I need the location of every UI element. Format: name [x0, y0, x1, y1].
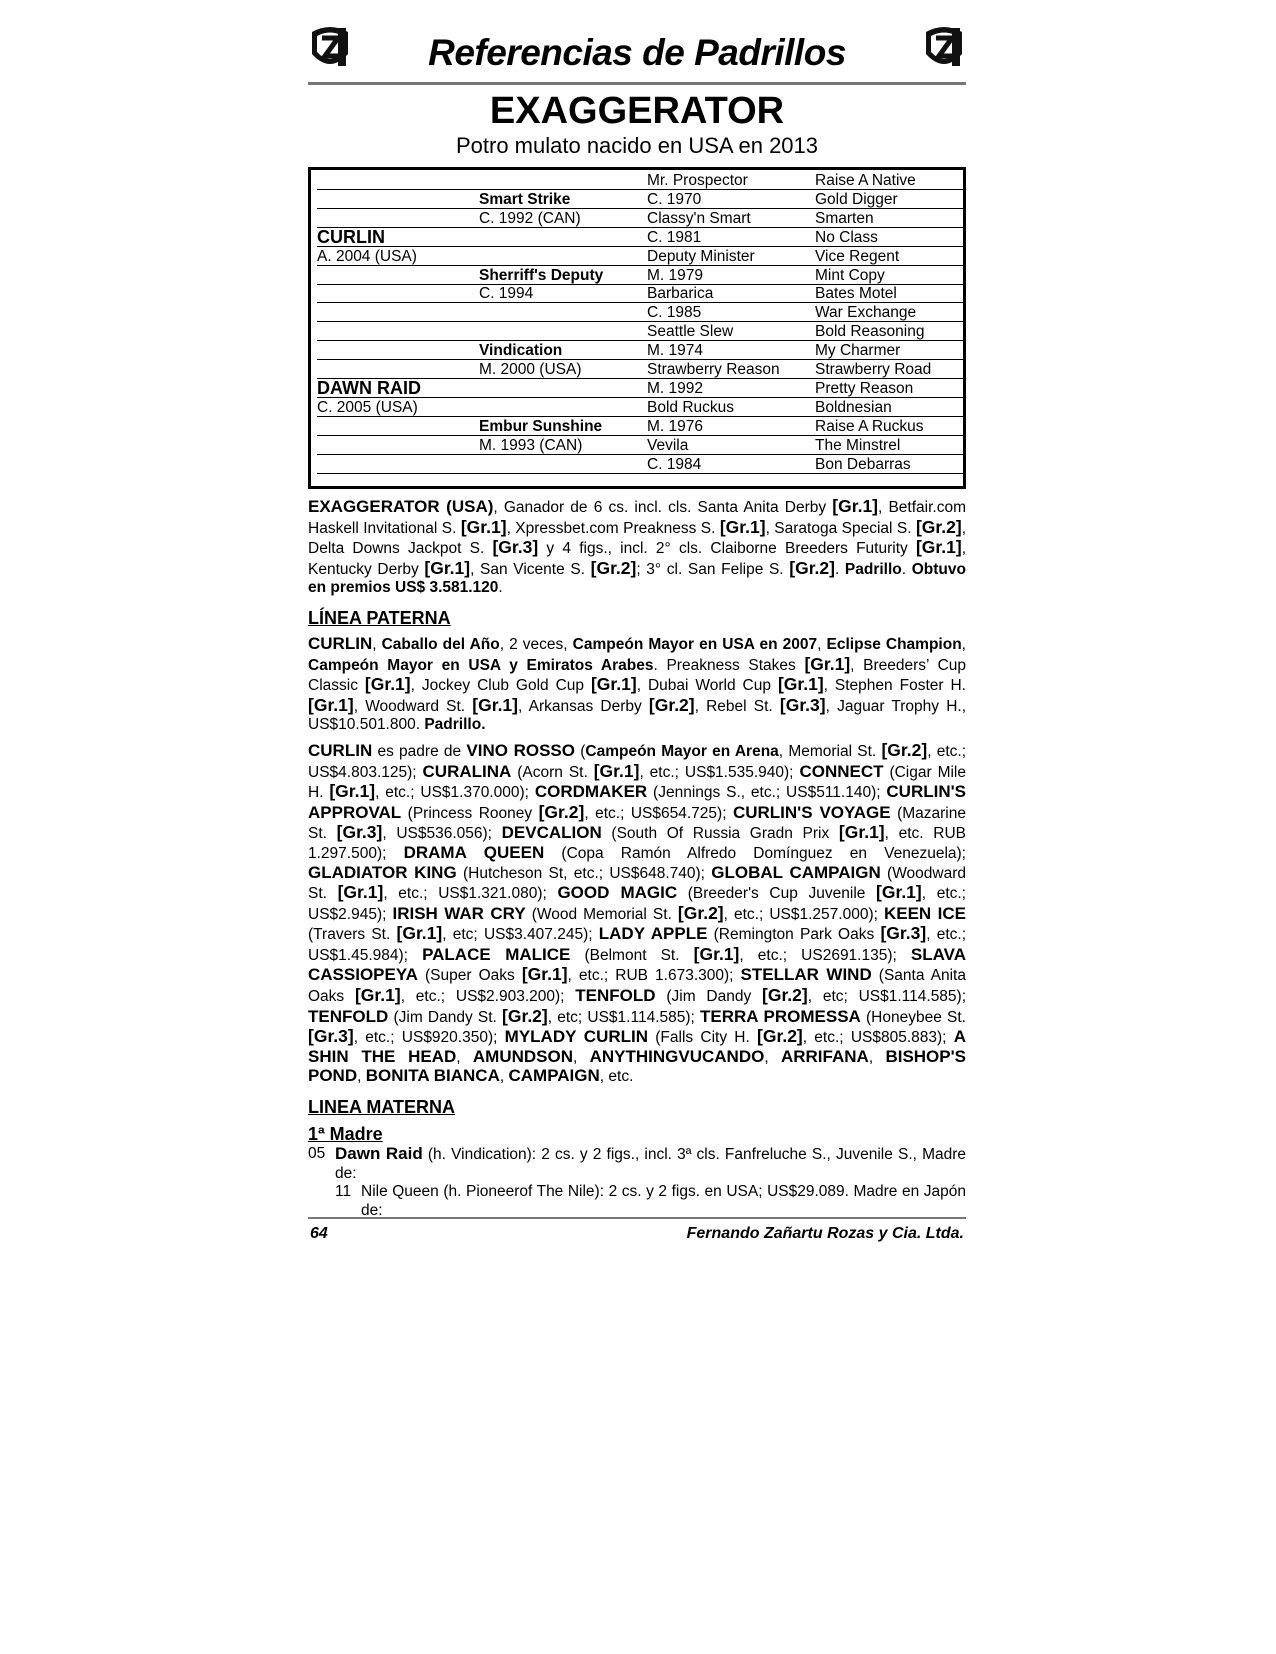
- pedigree-cell: Deputy Minister: [647, 247, 755, 265]
- text: , Woodward St.: [353, 697, 473, 715]
- pedigree-cell: Vice Regent: [815, 247, 900, 265]
- grade: [Gr.1]: [364, 674, 411, 695]
- text: (Super Oaks: [417, 967, 522, 985]
- grade: [Gr.1]: [396, 923, 443, 944]
- pedigree-row: [317, 436, 963, 455]
- pedigree-cell: My Charmer: [815, 342, 901, 360]
- text-bold: Padrillo.: [424, 716, 486, 734]
- text-bold: Padrillo: [844, 560, 902, 578]
- horse-subtitle: Potro mulato nacido en USA en 2013: [455, 133, 819, 158]
- text-bold: Eclipse Champion: [826, 635, 962, 653]
- progeny-name: DEVCALION: [501, 823, 602, 843]
- text: , etc.; RUB 1.673.300);: [567, 967, 741, 985]
- pedigree-cell: Bon Debarras: [815, 455, 911, 473]
- text-bold: Campeón Mayor en USA en 2007: [572, 635, 818, 653]
- pedigree-cell: CURLIN: [317, 226, 385, 247]
- text: , Saratoga Special S.: [765, 519, 916, 537]
- pedigree-row: [317, 379, 963, 398]
- text: (Honeybee St.: [860, 1008, 966, 1026]
- grade: [Gr.1]: [460, 516, 507, 537]
- pedigree-cell: C. 1970: [647, 190, 702, 208]
- horse-name-inline: EXAGGERATOR (USA): [308, 497, 494, 516]
- pedigree-cell: Bold Ruckus: [647, 398, 735, 416]
- progeny-name: CURLIN'S APPROVAL: [308, 782, 967, 822]
- grade: [Gr.3]: [492, 537, 539, 558]
- pedigree-cell: Mr. Prospector: [647, 172, 748, 189]
- text: ,: [456, 1048, 473, 1066]
- pedigree-table: [308, 167, 966, 489]
- text: ,: [961, 635, 966, 653]
- text: es padre de: [372, 742, 467, 760]
- grade: [Gr.2]: [538, 801, 585, 822]
- text: (Jim Dandy: [655, 988, 762, 1006]
- progeny-name: GLOBAL CAMPAIGN: [711, 862, 881, 882]
- pedigree-row: [317, 171, 963, 190]
- pedigree-cell: Raise A Ruckus: [815, 417, 924, 435]
- text: (Princess Rooney: [401, 804, 539, 822]
- progeny-name: CURLIN: [308, 740, 373, 760]
- pedigree-cell: C. 1992 (CAN): [479, 209, 581, 227]
- progeny-name: CORDMAKER: [534, 782, 648, 802]
- grade: [Gr.1]: [424, 557, 471, 578]
- grade: [Gr.1]: [915, 537, 962, 558]
- grade: [Gr.1]: [354, 985, 401, 1006]
- text: (South Of Russia Gradn Prix: [601, 825, 839, 843]
- grade: [Gr.1]: [593, 760, 640, 781]
- grade: [Gr.1]: [693, 943, 740, 964]
- pedigree-cell: M. 2000 (USA): [479, 361, 582, 378]
- text: , Xpressbet.com Preakness S.: [506, 519, 720, 537]
- text: , etc.; US$920.350);: [353, 1029, 505, 1047]
- sire-name: CURLIN: [308, 633, 373, 653]
- progeny-name: SLAVA CASSIOPEYA: [308, 944, 967, 985]
- text-bold: Campeón Mayor en USA y Emiratos Arabes: [308, 656, 654, 674]
- progeny-name: DRAMA QUEEN: [403, 842, 545, 862]
- pedigree-cell: Barbarica: [647, 285, 714, 303]
- progeny-name: ANYTHINGVUCANDO: [589, 1046, 765, 1066]
- pedigree-row: [317, 228, 963, 247]
- text: .: [834, 560, 845, 578]
- document-page: [308, 18, 966, 1220]
- text: , Jaguar Trophy H., US$10.501.800.: [308, 697, 966, 734]
- text: , 2 veces,: [499, 635, 573, 653]
- text: , etc; US$1.114.585);: [547, 1008, 701, 1026]
- text: , etc.; US$1.257.000);: [723, 905, 884, 923]
- text: , Dubai World Cup: [636, 677, 778, 695]
- text: , San Vicente S.: [470, 560, 591, 578]
- pedigree-row: [317, 266, 963, 285]
- pedigree-cell: M. 1993 (CAN): [479, 436, 583, 454]
- progeny-name: CURLIN'S VOYAGE: [732, 802, 891, 822]
- pedigree-row-rule: [317, 473, 963, 474]
- progeny-name: AMUNDSON: [472, 1046, 573, 1066]
- pedigree-cell: M. 1976: [647, 417, 704, 435]
- pedigree-cell: C. 1984: [647, 455, 702, 473]
- grade: [Gr.1]: [337, 882, 384, 903]
- pedigree-row: [317, 360, 963, 379]
- page-header: [308, 18, 966, 85]
- progeny-name: ARRIFANA: [780, 1046, 869, 1066]
- progeny-paragraph: [308, 741, 966, 1087]
- pedigree-cell: A. 2004 (USA): [317, 247, 417, 265]
- grade: [Gr.1]: [838, 822, 885, 843]
- text: , etc.; US$4.803.125);: [308, 742, 967, 781]
- text: ,: [357, 1068, 366, 1086]
- text: (Cigar Mile H.: [308, 763, 966, 802]
- text: (Jennings S., etc.; US$511.140);: [647, 784, 887, 802]
- pedigree-cell: Gold Digger: [815, 190, 898, 208]
- text: (Jim Dandy St.: [388, 1008, 503, 1026]
- pedigree-cell: C. 2005 (USA): [317, 398, 418, 416]
- text: y 4 figs., incl. 2° cls. Claiborne Breeders Futurity: [538, 540, 916, 558]
- text: . Preakness Stakes: [653, 656, 805, 674]
- pedigree-cell: Sherriff's Deputy: [479, 266, 604, 284]
- text: ,: [372, 635, 382, 653]
- progeny-name: STELLAR WIND: [740, 965, 872, 985]
- text: , Memorial St.: [778, 742, 882, 760]
- grade: [Gr.1]: [876, 882, 922, 903]
- progeny-name: CAMPAIGN: [508, 1066, 600, 1086]
- grade: [Gr.1]: [308, 694, 354, 715]
- pedigree-cell: M. 1974: [647, 342, 704, 360]
- pedigree-row: [317, 209, 963, 228]
- produce-text: Nile Queen (h. Pioneerof The Nile): 2 cs. y 2 figs. en USA; US$29.089. Madre en Japón de:: [361, 1183, 966, 1219]
- text: , etc; US$3.407.245);: [442, 926, 599, 944]
- pedigree-cell: Vevila: [647, 436, 689, 454]
- text: , etc.; US$2.945);: [308, 885, 966, 923]
- pedigree-cell: Smarten: [815, 209, 874, 227]
- progeny-name: BONITA BIANCA: [365, 1066, 500, 1086]
- summary-paragraph: [308, 497, 966, 598]
- progeny-name: VINO ROSSO: [466, 740, 575, 760]
- text: ,: [764, 1048, 781, 1066]
- text: , Betfair.com Haskell Invitational S.: [308, 499, 966, 537]
- text: , Delta Downs Jackpot S.: [308, 519, 966, 558]
- pedigree-cell: M. 1979: [647, 266, 704, 284]
- progeny-name: LADY APPLE: [598, 924, 708, 944]
- progeny-name: PALACE MALICE: [422, 944, 571, 964]
- text: (Woodward St.: [308, 864, 967, 903]
- text: (Santa Anita Oaks: [308, 967, 966, 1006]
- text: ,: [868, 1048, 886, 1066]
- grade: [Gr.2]: [757, 1026, 803, 1047]
- publisher-name: Fernando Zañartu Rozas y Cia. Ltda.: [686, 1225, 964, 1242]
- pedigree-row: [317, 247, 963, 266]
- text: ,: [817, 635, 827, 653]
- paternal-line-heading: LÍNEA PATERNA: [308, 607, 451, 628]
- grade: [Gr.1]: [719, 516, 766, 537]
- pedigree-row: [317, 417, 963, 436]
- text: (Acorn St.: [511, 763, 594, 781]
- text: (Copa Ramón Alfredo Domínguez en Venezuela);: [544, 844, 966, 862]
- pedigree-row: [317, 322, 963, 341]
- text-bold: Obtuvo en premios US$ 3.581.120: [308, 560, 966, 597]
- text: , US$536.056);: [382, 825, 502, 843]
- grade: [Gr.1]: [521, 964, 568, 985]
- grade: [Gr.3]: [336, 822, 383, 843]
- text: .: [498, 579, 503, 597]
- pedigree-cell: The Minstrel: [815, 436, 901, 454]
- text: , Breeders’ Cup Classic: [308, 656, 967, 695]
- progeny-name: A SHIN THE HEAD: [308, 1027, 966, 1066]
- text: , Rebel St.: [694, 697, 780, 715]
- progeny-name: IRISH WAR CRY: [392, 903, 526, 923]
- pedigree-cell: Bold Reasoning: [815, 323, 925, 341]
- grade: [Gr.3]: [779, 694, 826, 715]
- grade: [Gr.2]: [677, 902, 724, 923]
- text: , etc; US$1.114.585);: [807, 988, 967, 1006]
- progeny-name: GLADIATOR KING: [308, 862, 457, 882]
- text: (Breeder's Cup Juvenile: [677, 885, 877, 903]
- pedigree-cell: C. 1981: [647, 228, 702, 246]
- progeny-name: CONNECT: [799, 761, 884, 781]
- text: , etc.; US$1.370.000);: [375, 784, 535, 802]
- dam-text: (h. Vindication): 2 cs. y 2 figs., incl. 3ª cls. Fanfreluche S., Juvenile S., Madre de:: [335, 1146, 966, 1182]
- pedigree-cell: Boldnesian: [815, 398, 892, 416]
- produce-entry: [308, 1183, 966, 1220]
- pedigree-cell: War Exchange: [815, 304, 917, 322]
- pedigree-cell: C. 1985: [647, 304, 702, 322]
- grade: [Gr.2]: [502, 1005, 548, 1026]
- text: , etc.; US$1.535.940);: [639, 763, 800, 781]
- grade: [Gr.1]: [804, 653, 851, 674]
- text: , etc.; US$1.45.984);: [308, 926, 967, 964]
- progeny-name: KEEN ICE: [883, 903, 967, 923]
- text: , etc.: [599, 1068, 634, 1086]
- pedigree-cell: Embur Sunshine: [479, 417, 603, 435]
- grade: [Gr.3]: [880, 923, 927, 944]
- pedigree-cell: C. 1994: [479, 285, 534, 303]
- text-bold: Caballo del Año: [381, 635, 500, 653]
- progeny-name: BISHOP'S POND: [308, 1046, 966, 1086]
- pedigree-cell: No Class: [815, 228, 878, 246]
- pedigree-row: [317, 284, 963, 303]
- maternal-line-heading: LINEA MATERNA: [308, 1097, 455, 1118]
- pedigree-cell: Classy'n Smart: [647, 209, 751, 227]
- pedigree-cell: Smart Strike: [479, 190, 571, 208]
- pedigree-cell: Seattle Slew: [647, 323, 734, 341]
- grade: [Gr.2]: [762, 985, 808, 1006]
- progeny-name: MYLADY CURLIN: [504, 1027, 649, 1047]
- pedigree-row: [317, 341, 963, 360]
- text: , etc.; US$2.903.200);: [400, 988, 576, 1006]
- grade: [Gr.2]: [915, 516, 962, 537]
- progeny-name: CURALINA: [422, 761, 512, 781]
- text: .: [901, 560, 912, 578]
- curlin-paragraph: [308, 635, 966, 735]
- grade: [Gr.1]: [472, 694, 518, 715]
- pedigree-cell: Raise A Native: [815, 172, 916, 189]
- pedigree-cell: M. 1992: [647, 379, 704, 397]
- text: ,: [499, 1068, 509, 1086]
- pedigree-row: [317, 455, 963, 474]
- text: , etc.; US$1.321.080);: [383, 885, 558, 903]
- page-number: 64: [310, 1225, 328, 1242]
- progeny-name: TENFOLD: [575, 986, 656, 1006]
- page-footer: [308, 1217, 966, 1249]
- text: , etc. RUB 1.297.500);: [308, 825, 966, 862]
- pedigree-cell: Vindication: [479, 342, 563, 360]
- grade: [Gr.1]: [329, 781, 376, 802]
- text: , Ganador de 6 cs. incl. cls. Santa Anita Derby: [493, 499, 833, 516]
- first-dam-heading: 1ª Madre: [308, 1124, 383, 1145]
- text: , Kentucky Derby: [308, 540, 967, 578]
- progeny-name: TENFOLD: [308, 1006, 389, 1026]
- text: , etc.; US$805.883);: [802, 1029, 954, 1047]
- text: , Stephen Foster H.: [823, 677, 966, 695]
- pedigree-cell: Mint Copy: [815, 266, 885, 284]
- pedigree-row: [317, 190, 963, 209]
- dam-entry: [308, 1145, 966, 1183]
- text: (: [575, 742, 586, 760]
- grade: [Gr.2]: [590, 557, 637, 578]
- text: , etc.; US2691.135);: [739, 946, 911, 964]
- grade: [Gr.1]: [832, 496, 879, 516]
- text: (Wood Memorial St.: [525, 905, 678, 923]
- pedigree-cell: Strawberry Reason: [647, 361, 780, 378]
- pedigree-cell: Bates Motel: [815, 285, 897, 303]
- text: Campeón Mayor en Arena: [585, 742, 779, 760]
- logo-icon: [922, 24, 966, 72]
- text: (Belmont St.: [570, 946, 694, 964]
- pedigree-row: [317, 398, 963, 417]
- grade: [Gr.1]: [777, 674, 824, 695]
- text: (Hutcheson St, etc.; US$648.740);: [456, 864, 712, 882]
- text: (Falls City H.: [648, 1029, 758, 1047]
- text: ; 3° cl. San Felipe S.: [636, 560, 790, 578]
- dam-year: 05: [308, 1145, 326, 1163]
- dam-name: Dawn Raid: [335, 1144, 423, 1164]
- horse-name: EXAGGERATOR: [489, 90, 785, 132]
- text: (Travers St.: [308, 926, 397, 944]
- text: , Arkansas Derby: [518, 697, 649, 715]
- grade: [Gr.2]: [881, 739, 928, 760]
- page-header-title: Referencias de Padrillos: [428, 32, 846, 73]
- text: , Jockey Club Gold Cup: [410, 677, 591, 695]
- text: (Remington Park Oaks: [707, 926, 881, 944]
- grade: [Gr.2]: [789, 557, 835, 578]
- text: (Mazarine St.: [308, 804, 966, 843]
- progeny-name: GOOD MAGIC: [557, 883, 678, 903]
- grade: [Gr.3]: [308, 1026, 354, 1047]
- progeny-name: TERRA PROMESSA: [700, 1006, 861, 1026]
- pedigree-cell: Pretty Reason: [815, 379, 914, 397]
- pedigree-cell: Strawberry Road: [815, 361, 932, 378]
- pedigree-cell: DAWN RAID: [317, 377, 421, 398]
- pedigree-row: [317, 303, 963, 322]
- text: ,: [572, 1048, 590, 1066]
- produce-year: 11: [335, 1183, 352, 1201]
- text: , etc.; US$654.725);: [584, 804, 733, 822]
- grade: [Gr.2]: [648, 694, 695, 715]
- grade: [Gr.1]: [590, 674, 637, 695]
